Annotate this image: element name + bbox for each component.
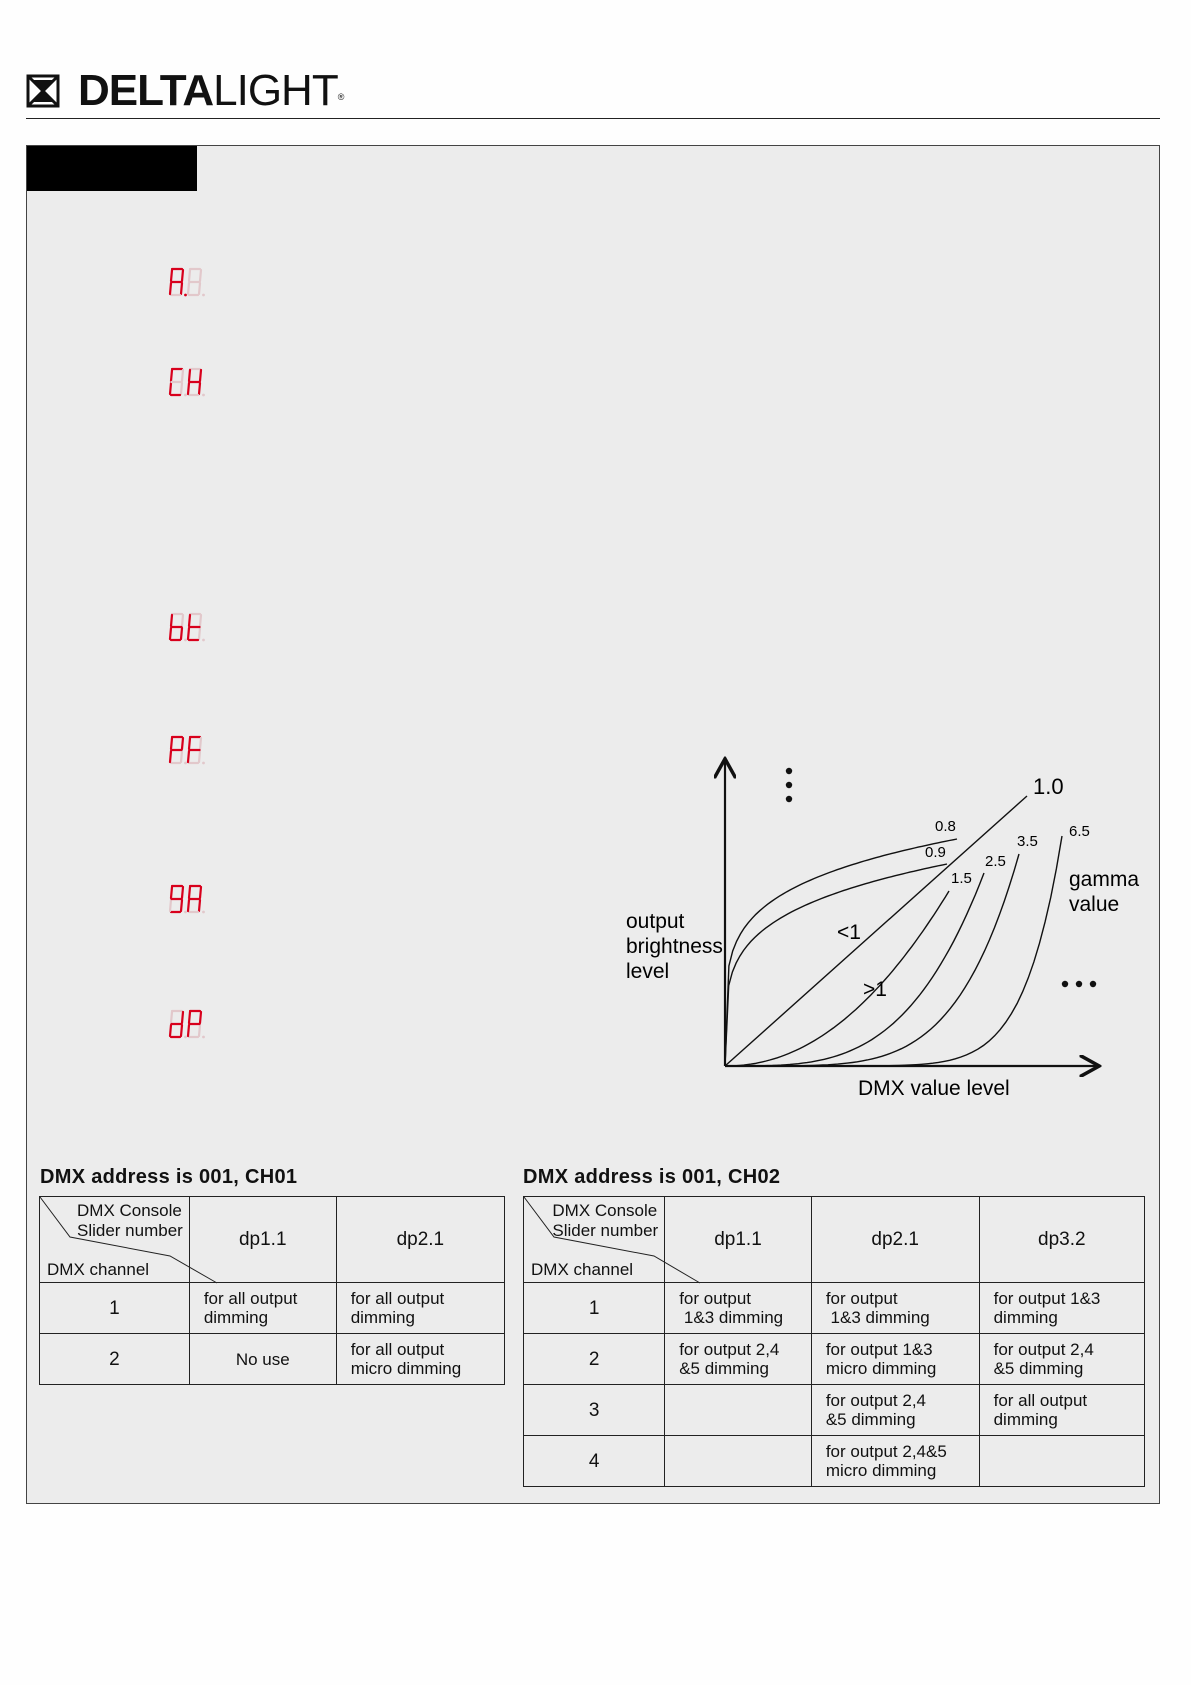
segment-code-ch [167,366,217,405]
cell-line: for all output [350,1340,445,1359]
chart-annotation-0: <1 [837,921,861,944]
cell-line: dimming [350,1308,415,1327]
table-corner-cell [524,1197,665,1283]
chart-annotation-1: >1 [863,978,887,1001]
header-rule [26,118,1160,119]
table-cell [811,1436,979,1487]
table-cell [336,1283,504,1334]
cell-line: for all output [203,1289,298,1308]
column-header: dp1.1 [189,1197,336,1283]
table-cell [336,1334,504,1385]
table-header-row [40,1197,505,1283]
table-row [524,1283,1145,1334]
table-cell [189,1334,336,1385]
segment-code-bt [167,611,217,650]
table-cell [811,1283,979,1334]
content-panel [26,145,1160,1504]
cell-line: for output 2,4 [679,1340,780,1359]
ellipsis-dot [1090,981,1096,987]
seven-segment-display [167,1008,217,1042]
corner-slider-label [77,1201,183,1241]
table-cell [979,1436,1144,1487]
cell-line: micro dimming [825,1359,937,1378]
gamma-label-3.5: 3.5 [1017,833,1038,850]
chart-axes [725,761,1097,1066]
column-header: dp2.1 [811,1197,979,1283]
segment-code-a [167,266,217,305]
segment-code-9a [167,883,217,922]
segment-code-dp [167,1008,217,1047]
table-row [524,1334,1145,1385]
y-axis-label-line: output [626,910,685,933]
channel-cell: 2 [40,1334,190,1385]
cell-line: for output [679,1289,752,1308]
gamma-label-1.5: 1.5 [951,870,972,887]
x-axis-label: DMX value level [858,1077,1010,1100]
gamma-value-label: gamma [1069,868,1140,891]
table2-title: DMX address is 001, CH02 [523,1166,781,1188]
section-tab [27,146,197,191]
seven-segment-display [167,366,217,400]
cell-line: for output 1&3 [825,1340,933,1359]
dmx-table-ch02 [523,1196,1145,1487]
dmx-table-ch01 [39,1196,505,1385]
cell-line: micro dimming [350,1359,462,1378]
table-cell [979,1334,1144,1385]
corner-slider-label [552,1201,658,1241]
y-axis-label-line: brightness [626,935,723,958]
chart-labels [626,768,1139,1100]
channel-cell: 1 [524,1283,665,1334]
seven-segment-display [167,883,217,917]
ellipsis-dot [1062,981,1068,987]
table-row [40,1283,505,1334]
table-header-row [524,1197,1145,1283]
deltalight-logo-icon [26,74,60,108]
table-cell [665,1283,812,1334]
gamma-curve-chart [587,601,1140,1121]
cell-line: for all output [350,1289,445,1308]
cell-line: &5 dimming [993,1359,1084,1378]
corner-channel-label: DMX channel [47,1260,150,1279]
ellipsis-dot [786,796,792,802]
gamma-curve-2.5 [725,873,984,1066]
channel-cell: 1 [40,1283,190,1334]
gamma-label-2.5: 2.5 [985,853,1006,870]
ellipsis-dot [786,782,792,788]
seven-segment-display [167,611,217,645]
cell-line: &5 dimming [679,1359,769,1378]
table1-title: DMX address is 001, CH01 [40,1166,298,1188]
cell-line: &5 dimming [825,1410,916,1429]
gamma-curve-1.5 [725,891,949,1066]
seven-segment-display [167,266,217,300]
table-cell [189,1283,336,1334]
corner-slider-line: DMX Console [552,1201,658,1220]
corner-slider-line: Slider number [77,1221,183,1240]
segment-code-pf [167,734,217,773]
gamma-curve-0.8 [725,839,957,1066]
gamma-label-0.8: 0.8 [935,818,956,835]
column-header: dp3.2 [979,1197,1144,1283]
gamma-curve-6.5 [725,836,1062,1066]
cell-line: dimming [993,1410,1058,1429]
brand-light: LIGHT [213,66,338,115]
table-corner-cell [40,1197,190,1283]
cell-line: dimming [993,1308,1058,1327]
table-cell [665,1436,812,1487]
seven-segment-display [167,734,217,768]
cell-line: for output 2,4 [825,1391,926,1410]
gamma-label-6.5: 6.5 [1069,823,1090,840]
cell-line: 1&3 dimming [679,1308,784,1327]
cell-line: for output [825,1289,898,1308]
brand-bold: DELTA [78,66,214,115]
corner-slider-line: Slider number [552,1221,659,1240]
column-header: dp1.1 [665,1197,812,1283]
cell-line: for output 2,4&5 [825,1442,947,1461]
corner-slider-line: DMX Console [77,1201,182,1220]
table-cell [665,1385,812,1436]
ellipsis-dot [1076,981,1082,987]
table-row [524,1436,1145,1487]
table-row [40,1334,505,1385]
y-axis-label-line: level [626,960,670,983]
channel-cell: 3 [524,1385,665,1436]
table-cell [811,1334,979,1385]
channel-cell: 4 [524,1436,665,1487]
brand-name [78,66,343,116]
cell-line: micro dimming [825,1461,937,1480]
cell-line: 1&3 dimming [825,1308,930,1327]
table-cell [665,1334,812,1385]
table-cell [979,1385,1144,1436]
registered-mark: ® [337,92,344,102]
cell-line: for all output [993,1391,1088,1410]
gamma-label-0.9: 0.9 [925,844,946,861]
table-cell [979,1283,1144,1334]
gamma-label-1.0: 1.0 [1033,774,1064,799]
channel-cell: 2 [524,1334,665,1385]
gamma-value-label: value [1069,893,1120,916]
cell-line: dimming [203,1308,269,1327]
corner-channel-label: DMX channel [531,1260,634,1279]
chart-curves [725,796,1062,1066]
cell-line: for output 2,4 [993,1340,1094,1359]
ellipsis-dot [786,768,792,774]
cell-line: for output 1&3 [993,1289,1101,1308]
table-row [524,1385,1145,1436]
cell-line: No use [235,1349,290,1369]
gamma-curve-3.5 [725,854,1019,1066]
column-header: dp2.1 [336,1197,504,1283]
table-cell [811,1385,979,1436]
gamma-curve-1.0 [725,796,1027,1066]
